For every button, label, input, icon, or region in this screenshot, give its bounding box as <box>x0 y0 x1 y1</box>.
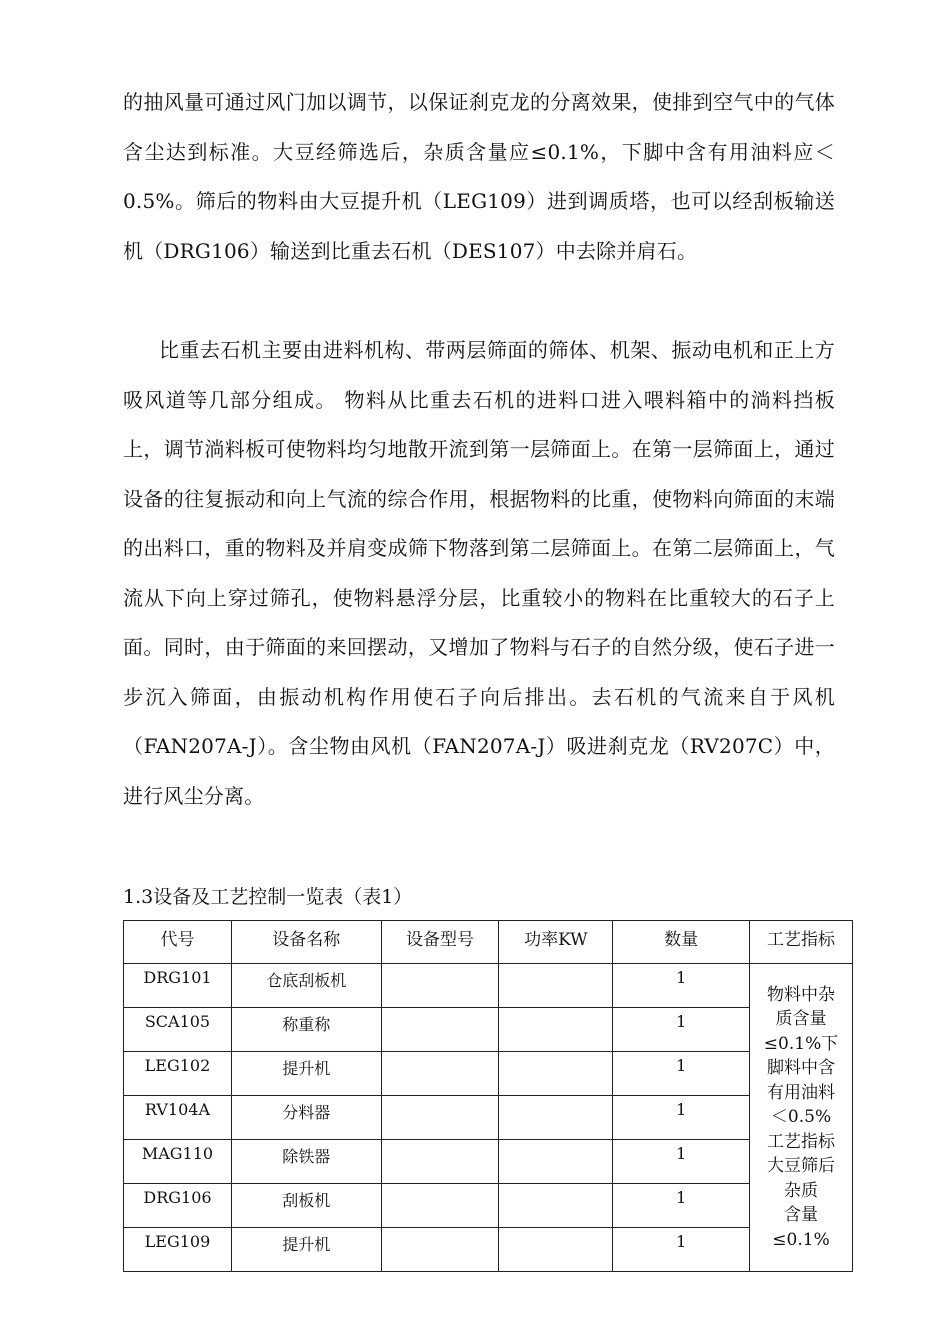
header-model: 设备型号 <box>381 921 499 964</box>
cell-name: 刮板机 <box>231 1184 381 1228</box>
cell-model <box>381 1140 499 1184</box>
cell-power <box>499 964 613 1008</box>
process-line: ≤0.1% <box>772 1229 830 1250</box>
table-row <box>124 1184 853 1228</box>
cell-code: DRG106 <box>124 1184 232 1228</box>
process-line: 杂质 <box>784 1180 819 1201</box>
table-row <box>124 1228 853 1272</box>
cell-qty: 1 <box>613 1096 750 1140</box>
table-caption: 1.3设备及工艺控制一览表（表1） <box>123 886 413 908</box>
table-row <box>124 1140 853 1184</box>
cell-qty: 1 <box>613 964 750 1008</box>
cell-name: 提升机 <box>231 1052 381 1096</box>
cell-power <box>499 1008 613 1052</box>
cell-name: 称重称 <box>231 1008 381 1052</box>
header-code: 代号 <box>124 921 232 964</box>
process-line: 有用油料 <box>767 1082 836 1103</box>
process-line: 含量 <box>784 1205 819 1226</box>
header-equipment-name: 设备名称 <box>231 921 381 964</box>
body-paragraph-2: 比重去石机主要由进料机构、带两层筛面的筛体、机架、振动电机和正上方吸风道等几部分组成。 物料从比重去石机的进料口进入喂料箱中的淌料挡板上，调节淌料板可使物料均匀地散开流到第一层筛面上。在第一层筛面上，通过设备的往复振动和向上气流的综合作用，根据物料的比重，使物料向筛面的末端的出料口，重的物料及并肩变成筛下物落到第二层筛面上。在第二层筛面上，气流从下向上穿过筛孔，使物料悬浮分层，比重较小的物料在比重较大的石子上面。同时，由于筛面的来回摆动，又增加了物料与石子的自然分级，使石子进一步沉入筛面，由振动机构作用使石子向后排出。去石机的气流来自于风机（FAN207A-J）。含尘物由风机（FAN207A-J）吸进刹克龙（RV207C）中，进行风尘分离。 <box>123 338 835 808</box>
cell-qty: 1 <box>613 1052 750 1096</box>
cell-code: LEG109 <box>124 1228 232 1272</box>
cell-name: 分料器 <box>231 1096 381 1140</box>
cell-name: 仓底刮板机 <box>231 964 381 1008</box>
process-line: 脚料中含 <box>767 1058 836 1079</box>
cell-code: SCA105 <box>124 1008 232 1052</box>
table-row <box>124 1096 853 1140</box>
cell-process-index <box>750 964 853 1272</box>
table-row <box>124 1052 853 1096</box>
cell-power <box>499 1096 613 1140</box>
equipment-table <box>123 920 853 1272</box>
cell-power <box>499 1228 613 1272</box>
cell-code: RV104A <box>124 1096 232 1140</box>
table-row <box>124 1008 853 1052</box>
cell-qty: 1 <box>613 1228 750 1272</box>
cell-code: MAG110 <box>124 1140 232 1184</box>
process-line: 大豆筛后 <box>767 1156 836 1177</box>
cell-qty: 1 <box>613 1184 750 1228</box>
process-line: 物料中杂 <box>767 984 836 1005</box>
body-paragraph-1: 的抽风量可通过风门加以调节，以保证刹克龙的分离效果，使排到空气中的气体含尘达到标准。大豆经筛选后，杂质含量应≤0.1%，下脚中含有用油料应＜0.5%。筛后的物料由大豆提升机（LEG109）进到调质塔，也可以经刮板输送机（DRG106）输送到比重去石机（DES107）中去除并肩石。 <box>123 90 835 263</box>
cell-power <box>499 1140 613 1184</box>
cell-qty: 1 <box>613 1140 750 1184</box>
cell-power <box>499 1052 613 1096</box>
process-line: 工艺指标 <box>767 1131 836 1152</box>
process-line: ＜0.5% <box>770 1107 832 1128</box>
header-process-index: 工艺指标 <box>750 921 853 964</box>
cell-code: LEG102 <box>124 1052 232 1096</box>
table-header-row <box>124 921 853 964</box>
process-line: ≤0.1%下 <box>763 1033 839 1054</box>
cell-model <box>381 964 499 1008</box>
cell-model <box>381 1184 499 1228</box>
cell-name: 提升机 <box>231 1228 381 1272</box>
cell-model <box>381 1096 499 1140</box>
header-quantity: 数量 <box>613 921 750 964</box>
cell-model <box>381 1228 499 1272</box>
cell-power <box>499 1184 613 1228</box>
table-row <box>124 964 853 1008</box>
cell-model <box>381 1008 499 1052</box>
cell-name: 除铁器 <box>231 1140 381 1184</box>
process-line: 质含量 <box>775 1009 827 1030</box>
header-power: 功率KW <box>499 921 613 964</box>
cell-code: DRG101 <box>124 964 232 1008</box>
cell-model <box>381 1052 499 1096</box>
cell-qty: 1 <box>613 1008 750 1052</box>
